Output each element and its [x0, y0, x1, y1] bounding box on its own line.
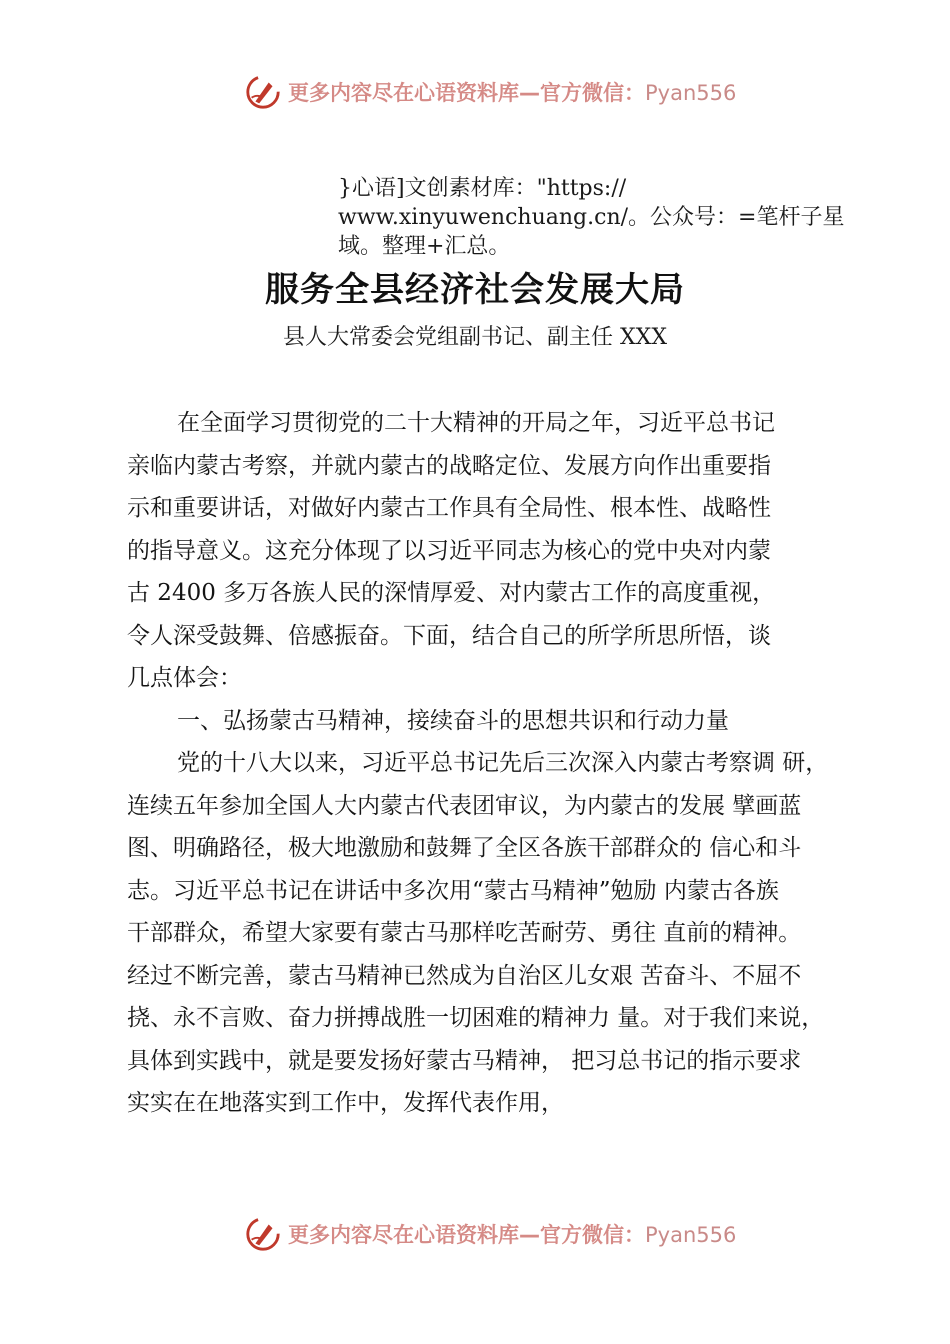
text-line: 令人深受鼓舞、倍感振奋。下面，结合自己的所学所思所悟，谈	[127, 622, 771, 649]
text-line: 示和重要讲话，对做好内蒙古工作具有全局性、根本性、战略性	[127, 495, 771, 521]
header-banner	[244, 70, 744, 114]
text-line: 挠、永不言败、奋力拼搏战胜一切困难的精神力 量。对于我们来说，	[127, 1005, 825, 1031]
text-line: 具体到实践中，就是要发扬好蒙古马精神， 把习总书记的指示要求	[127, 1047, 802, 1074]
source-note-line: 域。整理+汇总。	[338, 234, 511, 259]
text-line: 几点体会：	[127, 665, 242, 691]
text-line: 古 2400 多万各族人民的深情厚爱、对内蒙古工作的高度重视，	[127, 580, 776, 606]
footer-banner	[244, 1212, 744, 1256]
paragraph-section-1	[127, 742, 887, 1125]
banner-text: 更多内容尽在心语资料库—官方微信：Pyan556	[288, 81, 737, 105]
section-heading-text: 一、弘扬蒙古马精神，接续奋斗的思想共识和行动力量	[177, 707, 729, 734]
pen-nib-swirl-icon	[244, 73, 282, 111]
text-line: 的指导意义。这充分体现了以习近平同志为核心的党中央对内蒙	[127, 537, 771, 564]
text-line: 实实在在地落实到工作中，发挥代表作用，	[127, 1090, 564, 1116]
text-line: 党的十八大以来，习近平总书记先后三次深入内蒙古考察调 研，	[177, 750, 829, 776]
source-note-line: www.xinyuwenchuang.cn/。公众号：=笔杆子星	[338, 205, 845, 230]
banner-text: 更多内容尽在心语资料库—官方微信：Pyan556	[288, 1223, 737, 1247]
source-note-line: }心语]文创素材库："https://	[338, 176, 627, 201]
section-heading-1	[127, 700, 887, 743]
pen-nib-swirl-icon	[244, 1215, 282, 1253]
paragraph-intro	[127, 402, 887, 700]
banner-wechat-id: Pyan556	[645, 1223, 737, 1247]
text-line: 连续五年参加全国人大内蒙古代表团审议，为内蒙古的发展 擘画蓝	[127, 792, 802, 819]
document-title: 服务全县经济社会发展大局	[265, 270, 685, 310]
text-line: 志。习近平总书记在讲话中多次用“蒙古马精神”勉励 内蒙古各族	[127, 877, 779, 904]
text-line: 在全面学习贯彻党的二十大精神的开局之年，习近平总书记	[177, 410, 775, 436]
banner-wechat-id: Pyan556	[645, 81, 737, 105]
text-line: 干部群众，希望大家要有蒙古马那样吃苦耐劳、勇往 直前的精神。	[127, 920, 802, 946]
text-line: 亲临内蒙古考察，并就内蒙古的战略定位、发展方向作出重要指	[127, 452, 771, 479]
document-body	[127, 402, 887, 1125]
text-line: 经过不断完善，蒙古马精神已然成为自治区儿女艰 苦奋斗、不屈不	[127, 962, 802, 989]
source-note	[338, 174, 898, 261]
document-author: 县人大常委会党组副书记、副主任 XXX	[283, 325, 667, 350]
text-line: 图、明确路径，极大地激励和鼓舞了全区各族干部群众的 信心和斗	[127, 835, 802, 861]
